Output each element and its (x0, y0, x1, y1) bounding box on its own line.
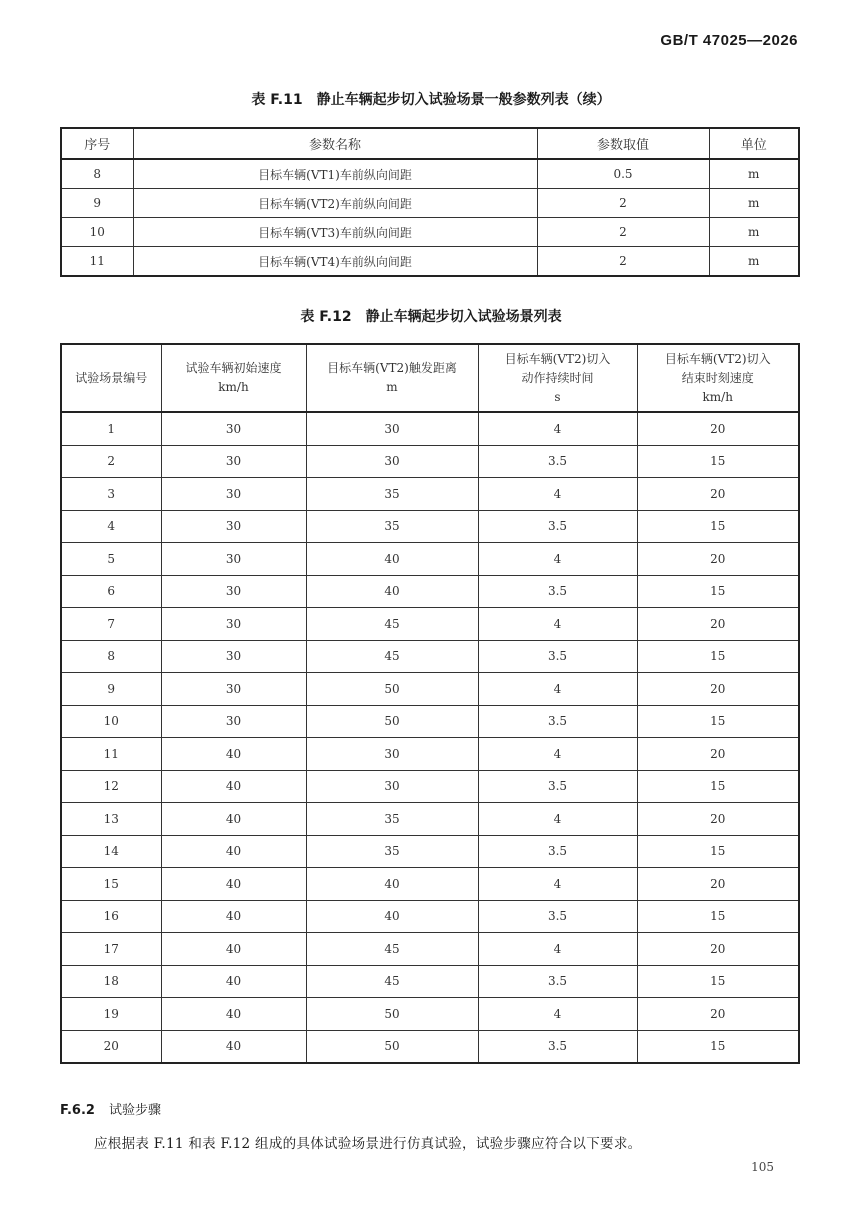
table-cell: 45 (306, 965, 478, 998)
table-cell: 30 (161, 608, 306, 641)
table-row (61, 412, 799, 445)
table-f12-header-cell (161, 344, 306, 412)
table-cell: 40 (161, 770, 306, 803)
table-f12-header-row (61, 344, 799, 412)
table-row (61, 803, 799, 836)
table-cell: m (709, 189, 799, 218)
table-cell: 40 (161, 738, 306, 771)
table-cell: 15 (637, 965, 799, 998)
table-cell: 2 (537, 189, 709, 218)
table-cell: 50 (306, 673, 478, 706)
table-cell: 15 (61, 868, 161, 901)
section-title: 试验步骤 (108, 1103, 161, 1118)
table-row (61, 705, 799, 738)
header-line: 试验场景编号 (75, 370, 148, 385)
table-cell: 40 (161, 835, 306, 868)
table-cell: 8 (61, 640, 161, 673)
header-line: km/h (702, 389, 733, 404)
table-cell: 目标车辆(VT2)车前纵向间距 (133, 189, 537, 218)
table-f11-header-row (61, 128, 799, 159)
table-cell: 3.5 (478, 1030, 637, 1063)
table-f12 (60, 343, 800, 1064)
table-cell: 13 (61, 803, 161, 836)
table-row (61, 640, 799, 673)
table-cell: 2 (61, 445, 161, 478)
table-cell: 20 (637, 803, 799, 836)
table-row (61, 1030, 799, 1063)
section-number: F.6.2 (60, 1103, 95, 1118)
header-line: km/h (218, 380, 249, 394)
table-cell: 11 (61, 738, 161, 771)
table-cell: m (709, 159, 799, 189)
table-cell: 19 (61, 998, 161, 1031)
table-cell: 15 (637, 835, 799, 868)
table-cell: 9 (61, 189, 133, 218)
table-cell: 40 (306, 575, 478, 608)
table-cell: 6 (61, 575, 161, 608)
table-cell: 4 (478, 998, 637, 1031)
table-cell: 8 (61, 159, 133, 189)
table-row (61, 868, 799, 901)
table-cell: 40 (161, 1030, 306, 1063)
table-cell: 2 (537, 218, 709, 247)
table-cell: 45 (306, 933, 478, 966)
table-cell: 15 (637, 640, 799, 673)
table-cell: 4 (478, 933, 637, 966)
table-cell: 30 (161, 445, 306, 478)
section-heading (60, 1099, 161, 1118)
table-cell: 30 (161, 640, 306, 673)
table-cell: 20 (637, 738, 799, 771)
table-cell: 15 (637, 1030, 799, 1063)
table-row (61, 189, 799, 218)
table-cell: 3.5 (478, 575, 637, 608)
table-cell: 3.5 (478, 445, 637, 478)
table-row (61, 673, 799, 706)
header-line: 动作持续时间 (521, 370, 594, 385)
header-line: s (554, 389, 561, 404)
table-cell: 3 (61, 478, 161, 511)
table-cell: 20 (637, 868, 799, 901)
table-cell: 目标车辆(VT3)车前纵向间距 (133, 218, 537, 247)
table-cell: 3.5 (478, 510, 637, 543)
table-cell: 40 (306, 868, 478, 901)
table-cell: 30 (161, 478, 306, 511)
table-cell: 4 (61, 510, 161, 543)
table-row (61, 835, 799, 868)
table-row (61, 159, 799, 189)
table-cell: 20 (637, 543, 799, 576)
table-cell: 4 (478, 412, 637, 445)
table-row (61, 738, 799, 771)
table-cell: 35 (306, 478, 478, 511)
table-cell: 30 (306, 770, 478, 803)
table-cell: 30 (161, 575, 306, 608)
table-cell: 7 (61, 608, 161, 641)
table-row (61, 770, 799, 803)
table-cell: 30 (161, 705, 306, 738)
table-cell: 30 (306, 445, 478, 478)
table-cell: 20 (637, 412, 799, 445)
table-cell: 10 (61, 218, 133, 247)
table-f11-caption: 表 F.11 静止车辆起步切入试验场景一般参数列表（续） (251, 92, 611, 108)
table-cell: 20 (61, 1030, 161, 1063)
table-f12-header-cell (61, 344, 161, 412)
table-cell: 4 (478, 608, 637, 641)
table-cell: 45 (306, 640, 478, 673)
table-cell: 35 (306, 803, 478, 836)
table-cell: 30 (306, 412, 478, 445)
header-line: 试验车辆初始速度 (185, 361, 282, 375)
table-f12-header-cell (306, 344, 478, 412)
table-cell: 30 (306, 738, 478, 771)
table-row (61, 998, 799, 1031)
table-cell: 15 (637, 575, 799, 608)
table-cell: 目标车辆(VT1)车前纵向间距 (133, 159, 537, 189)
table-cell: 40 (161, 803, 306, 836)
table-f12-caption: 表 F.12 静止车辆起步切入试验场景列表 (300, 309, 562, 325)
table-cell: 9 (61, 673, 161, 706)
header-line: 目标车辆(VT2)触发距离 (327, 361, 457, 375)
table-cell: 5 (61, 543, 161, 576)
table-f11-header-cell: 序号 (61, 128, 133, 159)
table-cell: 50 (306, 1030, 478, 1063)
table-cell: 1 (61, 412, 161, 445)
table-cell: 40 (306, 900, 478, 933)
table-cell: 40 (161, 998, 306, 1031)
table-cell: 20 (637, 608, 799, 641)
table-cell: 20 (637, 673, 799, 706)
table-cell: 50 (306, 705, 478, 738)
table-cell: 40 (161, 900, 306, 933)
table-cell: 3.5 (478, 965, 637, 998)
header-line: 目标车辆(VT2)切入 (504, 351, 611, 366)
table-cell: 12 (61, 770, 161, 803)
table-cell: 3.5 (478, 835, 637, 868)
table-cell: 30 (161, 673, 306, 706)
table-cell: 4 (478, 868, 637, 901)
table-cell: 15 (637, 510, 799, 543)
table-cell: 16 (61, 900, 161, 933)
table-cell: 2 (537, 247, 709, 277)
body-paragraph: 应根据表 F.11 和表 F.12 组成的具体试验场景进行仿真试验，试验步骤应符合以下要求。 (94, 1136, 642, 1152)
table-cell: 18 (61, 965, 161, 998)
table-cell: m (709, 247, 799, 277)
table-f12-header-cell (478, 344, 637, 412)
table-cell: 20 (637, 998, 799, 1031)
table-cell: 20 (637, 478, 799, 511)
table-cell: 15 (637, 445, 799, 478)
table-f11 (60, 127, 800, 277)
table-cell: 3.5 (478, 640, 637, 673)
table-cell: 30 (161, 543, 306, 576)
table-cell: 50 (306, 998, 478, 1031)
table-f12-body (61, 412, 799, 1063)
table-cell: 14 (61, 835, 161, 868)
header-line: 目标车辆(VT2)切入 (664, 351, 771, 366)
table-cell: 35 (306, 510, 478, 543)
page-number: 105 (751, 1160, 774, 1174)
table-cell: 40 (161, 868, 306, 901)
header-line: m (386, 380, 398, 394)
table-row (61, 445, 799, 478)
table-cell: 4 (478, 543, 637, 576)
table-row (61, 247, 799, 277)
table-cell: 15 (637, 770, 799, 803)
table-cell: 15 (637, 900, 799, 933)
table-f11-header-cell: 参数名称 (133, 128, 537, 159)
standard-number: GB/T 47025—2026 (660, 32, 798, 49)
table-row (61, 218, 799, 247)
table-cell: 4 (478, 673, 637, 706)
table-row (61, 965, 799, 998)
table-cell: 3.5 (478, 705, 637, 738)
table-row (61, 478, 799, 511)
table-cell: m (709, 218, 799, 247)
table-f11-header-cell: 参数取值 (537, 128, 709, 159)
table-row (61, 933, 799, 966)
table-cell: 30 (161, 510, 306, 543)
table-row (61, 575, 799, 608)
table-cell: 40 (161, 965, 306, 998)
table-cell: 40 (161, 933, 306, 966)
table-cell: 4 (478, 803, 637, 836)
table-cell: 20 (637, 933, 799, 966)
table-cell: 10 (61, 705, 161, 738)
table-cell: 4 (478, 478, 637, 511)
table-cell: 45 (306, 608, 478, 641)
table-cell: 40 (306, 543, 478, 576)
table-cell: 目标车辆(VT4)车前纵向间距 (133, 247, 537, 277)
header-line: 结束时刻速度 (681, 370, 754, 385)
table-cell: 0.5 (537, 159, 709, 189)
table-cell: 11 (61, 247, 133, 277)
table-f11-header-cell: 单位 (709, 128, 799, 159)
table-cell: 35 (306, 835, 478, 868)
table-f12-header-cell (637, 344, 799, 412)
table-row (61, 543, 799, 576)
table-row (61, 608, 799, 641)
table-cell: 30 (161, 412, 306, 445)
table-cell: 17 (61, 933, 161, 966)
table-row (61, 900, 799, 933)
table-row (61, 510, 799, 543)
table-cell: 15 (637, 705, 799, 738)
table-f11-body (61, 159, 799, 276)
table-cell: 3.5 (478, 900, 637, 933)
table-cell: 4 (478, 738, 637, 771)
table-cell: 3.5 (478, 770, 637, 803)
